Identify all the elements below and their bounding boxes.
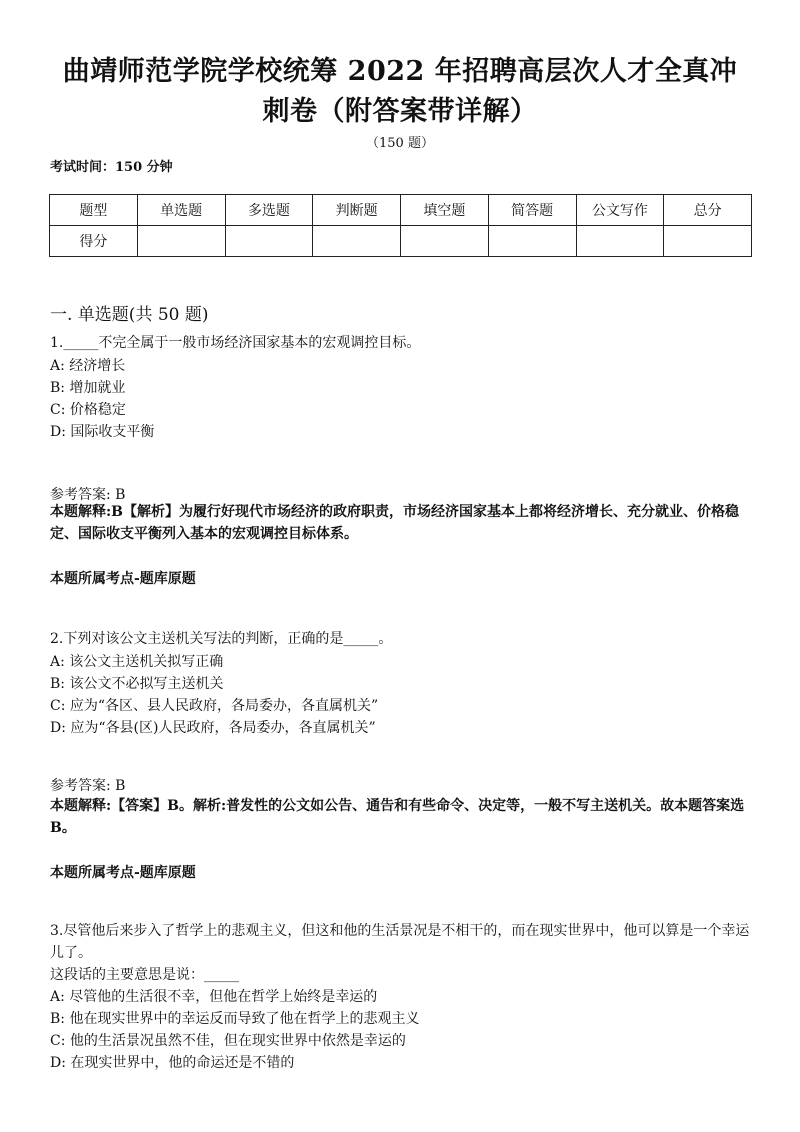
document-title-line-1: 曲靖师范学院学校统筹 2022 年招聘高层次人才全真冲 [62,56,738,87]
score-row-label: 得分 [50,226,138,257]
question-option: A: 该公文主送机关拟写正确 [50,654,224,670]
score-cell [401,226,489,257]
question-count: （150 题） [366,136,434,151]
question-option: D: 在现实世界中，他的命运还是不错的 [50,1055,295,1071]
question-stem: 1._____不完全属于一般市场经济国家基本的宏观调控目标。 [50,335,421,351]
score-cell [137,226,225,257]
question-option: B: 该公文不必拟写主送机关 [50,676,224,692]
answer-label: 参考答案: B [50,487,126,503]
question-option: B: 增加就业 [50,380,126,396]
score-table-header: 总分 [664,195,752,226]
question-stem: 3.尽管他后来步入了哲学上的悲观主义，但这和他的生活景况是不相干的，而在现实世界中，他可以算是一个幸运儿了。 [50,923,750,961]
score-table [49,194,752,257]
score-table-header: 简答题 [488,195,576,226]
score-table-header: 公文写作 [576,195,664,226]
question-option: D: 应为“各县(区)人民政府，各局委办，各直属机关” [50,720,376,736]
score-cell [313,226,401,257]
question-option: C: 价格稳定 [50,402,126,418]
question-option: A: 尽管他的生活很不幸，但他在哲学上始终是幸运的 [50,989,378,1005]
score-table-header: 填空题 [401,195,489,226]
score-cell [664,226,752,257]
document-title-line-2: 刺卷（附答案带详解） [262,96,538,127]
score-table-header: 多选题 [225,195,313,226]
answer-explanation: 本题解释:【答案】B。解析:普发性的公文如公告、通告和有些命令、决定等，一般不写主送机关。故本题答案选 B。 [50,798,745,836]
score-table-header-row [50,195,752,226]
score-cell [225,226,313,257]
answer-label: 参考答案: B [50,778,126,794]
section-title: 一. 单选题(共 50 题) [50,305,209,325]
question-source: 本题所属考点-题库原题 [50,865,196,881]
answer-explanation: 本题解释:B【解析】为履行好现代市场经济的政府职责，市场经济国家基本上都将经济增长、充分就业、价格稳定、国际收支平衡列入基本的宏观调控目标体系。 [50,504,739,542]
question-prompt: 这段话的主要意思是说：_____ [50,967,239,983]
question-option: A: 经济增长 [50,358,126,374]
score-table-header: 题型 [50,195,138,226]
score-table-header: 判断题 [313,195,401,226]
question-option: C: 他的生活景况虽然不佳，但在现实世界中依然是幸运的 [50,1033,406,1049]
score-table-score-row [50,226,752,257]
score-cell [576,226,664,257]
exam-time: 考试时间：150 分钟 [50,160,173,175]
score-cell [488,226,576,257]
question-source: 本题所属考点-题库原题 [50,571,196,587]
question-stem: 2.下列对该公文主送机关写法的判断，正确的是_____。 [50,631,393,647]
question-option: B: 他在现实世界中的幸运反而导致了他在哲学上的悲观主义 [50,1011,420,1027]
question-option: C: 应为“各区、县人民政府，各局委办，各直属机关” [50,698,379,714]
question-option: D: 国际收支平衡 [50,424,155,440]
score-table-header: 单选题 [137,195,225,226]
